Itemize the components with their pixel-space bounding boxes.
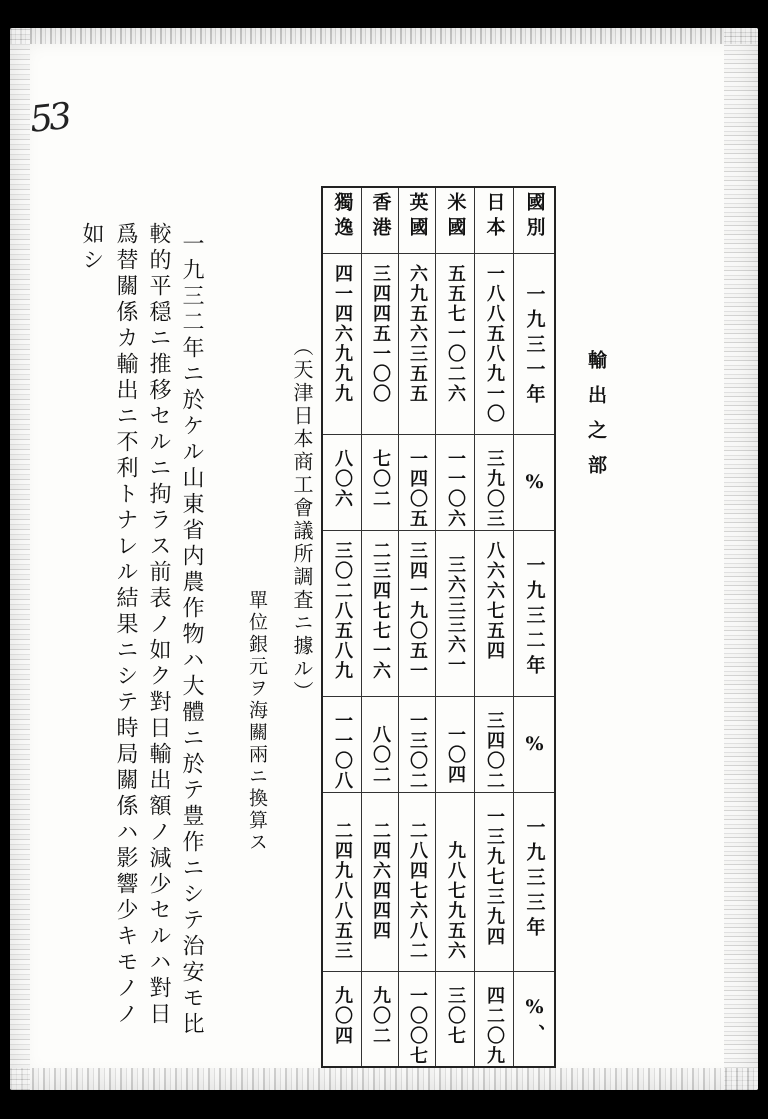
table-cell: 二八四七六八二 [399,793,436,972]
table-cell: 日本 [475,187,514,254]
table-cell: 一八八五八九一〇 [475,254,514,435]
table-cell: 三四〇二 [475,697,514,793]
table-cell: 三六三三六一 [436,531,475,697]
table-cell: 一〇〇七 [399,972,436,1068]
handwritten-page-number: 53 [27,96,70,141]
table-cell: 三四四五一〇〇 [362,254,399,435]
export-table [321,186,556,1068]
table-cell: 一三〇二 [399,697,436,793]
table-cell: 一一〇六 [436,435,475,531]
section-title: 輸出之部 [585,350,607,490]
table-cell: 三〇二八五八九 [322,531,362,697]
table-cell: 英國 [399,187,436,254]
table-header-cell: %、 [514,972,556,1068]
table-cell: 二四九八八五三 [322,793,362,972]
body-column: 如シ [79,222,104,274]
body-column: 一九三二年ニ於ケル山東省内農作物ハ大體ニ於テ豊作ニシテ治安モ比 [179,232,204,1038]
table-cell: 一四〇五 [399,435,436,531]
table-cell: 九八七九五六 [436,793,475,972]
page-edge-right [724,28,758,1090]
table-cell: 九〇四 [322,972,362,1068]
source-note: （天津日本商工會議所調査ニ據ル） [290,336,314,704]
table-cell: 一〇四 [436,697,475,793]
table-cell: 八六六七五四 [475,531,514,697]
table-cell: 三九〇三 [475,435,514,531]
table-cell: 四一四六九九九 [322,254,362,435]
table-header-cell: 國別 [514,187,556,254]
page-edge-left [10,28,30,1090]
table-header-cell: 一九三三年 [514,793,556,972]
table-cell: 九〇二 [362,972,399,1068]
table-cell: 五五七一〇二六 [436,254,475,435]
table-header-cell: % [514,697,556,793]
body-column: 較的平穏ニ推移セルニ拘ラス前表ノ如ク對日輸出額ノ減少セルハ對日 [146,222,171,1028]
table-header-cell: % [514,435,556,531]
table-cell: 八〇六 [322,435,362,531]
table-header-cell: 一九三二年 [514,531,556,697]
table-cell: 一一〇八 [322,697,362,793]
table-cell: 二三四七七一六 [362,531,399,697]
table-cell: 七〇二 [362,435,399,531]
body-column: 爲替關係カ輸出ニ不利トナレル結果ニシテ時局關係ハ影響少キモノノ [113,222,138,1028]
table-cell: 八〇二 [362,697,399,793]
table-cell: 獨逸 [322,187,362,254]
table-cell: 一三九七三九四 [475,793,514,972]
table-header-cell: 一九三一年 [514,254,556,435]
table-cell: 四二〇九 [475,972,514,1068]
table-cell: 三四一九〇五一 [399,531,436,697]
page-edge-top [10,28,758,44]
page-edge-bottom [10,1068,758,1090]
table-cell: 六九五六三五五 [399,254,436,435]
table-cell: 米國 [436,187,475,254]
table-cell: 三〇七 [436,972,475,1068]
table-cell: 香港 [362,187,399,254]
table-cell: 二四六四四四 [362,793,399,972]
unit-note: 單位銀元ヲ海關兩ニ換算ス [246,590,268,854]
